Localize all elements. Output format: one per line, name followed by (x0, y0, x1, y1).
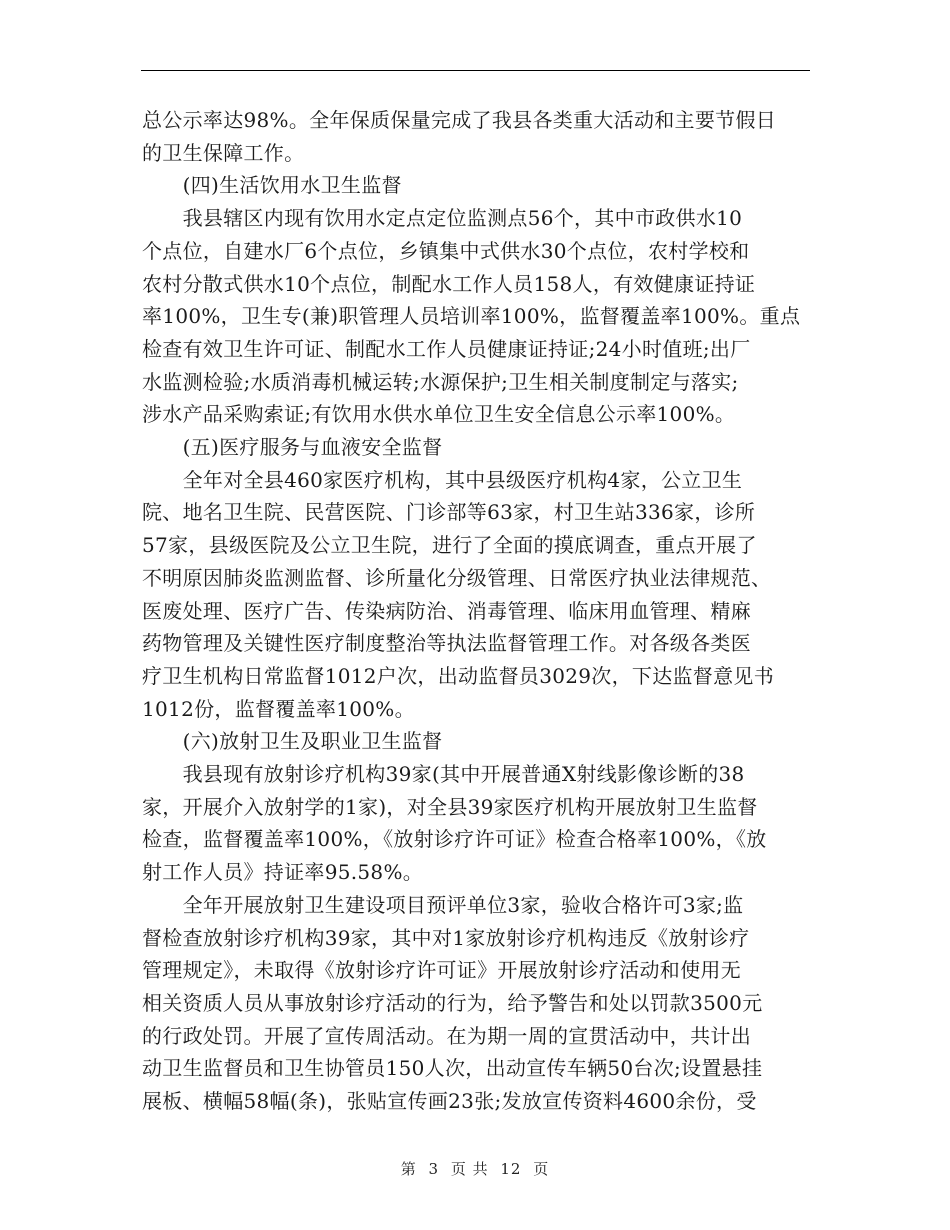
section-heading: (五)医疗服务与血液安全监督 (142, 435, 443, 460)
paragraph: 总公示率达98%。全年保质保量完成了我县各类重大活动和主要节假日 的卫生保障工作。 (142, 108, 777, 165)
footer-prefix: 第 (400, 1160, 417, 1178)
current-page-number: 3 (428, 1160, 440, 1178)
footer-mid: 页 共 (450, 1160, 489, 1178)
paragraph: 全年开展放射卫生建设项目预评单位3家，验收合格许可3家;监 督检查放射诊疗机构39家，其中对1家放射诊疗机构违反《放射诊疗 管理规定》，未取得《放射诊疗许可证》开展放射诊疗活动和使用无 相关资质人员从事放射诊疗活动的行为，给予警告和处以罚款3500元 的行政处罚。开展了宣传周活动。在为期一周的宣贯活动中，共计出 动卫生监督员和卫生协管员150人次，出动宣传车辆50台次;设置悬挂 展板、横幅58幅(条)，张贴宣传画23张;发放宣传资料4600余份，受 (142, 892, 763, 1114)
total-pages: 12 (500, 1160, 522, 1178)
paragraph: 全年对全县460家医疗机构，其中县级医疗机构4家，公立卫生 院、地名卫生院、民营医院、门诊部等63家，村卫生站336家，诊所 57家，县级医院及公立卫生院，进行了全面的摸底调查，重点开展了 不明原因肺炎监测监督、诊所量化分级管理、日常医疗执业法律规范、 医废处理、医疗广告、传染病防治、消毒管理、临床用血管理、精麻 药物管理及关键性医疗制度整治等执法监督管理工作。对各级各类医 疗卫生机构日常监督1012户次，出动监督员3029次，下达监督意见书 1012份，监督覆盖率100%。 (142, 467, 774, 721)
footer-suffix: 页 (533, 1160, 550, 1178)
paragraph: 我县辖区内现有饮用水定点定位监测点56个，其中市政供水10 个点位，自建水厂6个点位，乡镇集中式供水30个点位，农村学校和 农村分散式供水10个点位，制配水工作人员158人，有效健康证持证 率100%，卫生专(兼)职管理人员培训率100%，监督覆盖率100%。重点 检查有效卫生许可证、制配水工作人员健康证持证;24小时值班;出厂 水监测检验;水质消毒机械运转;水源保护;卫生相关制度制定与落实; 涉水产品采购索证;有饮用水供水单位卫生安全信息公示率100%。 (142, 206, 801, 427)
document-body (142, 104, 810, 1118)
header-rule (141, 70, 810, 71)
page-footer (0, 1158, 950, 1179)
section-heading: (四)生活饮用水卫生监督 (142, 173, 402, 198)
paragraph: 我县现有放射诊疗机构39家(其中开展普通X射线影像诊断的38 家，开展介入放射学的1家)，对全县39家医疗机构开展放射卫生监督 检查，监督覆盖率100%，《放射诊疗许可证》检查合格率100%，《放 射工作人员》持证率95.58%。 (142, 762, 767, 885)
section-heading: (六)放射卫生及职业卫生监督 (142, 729, 443, 754)
